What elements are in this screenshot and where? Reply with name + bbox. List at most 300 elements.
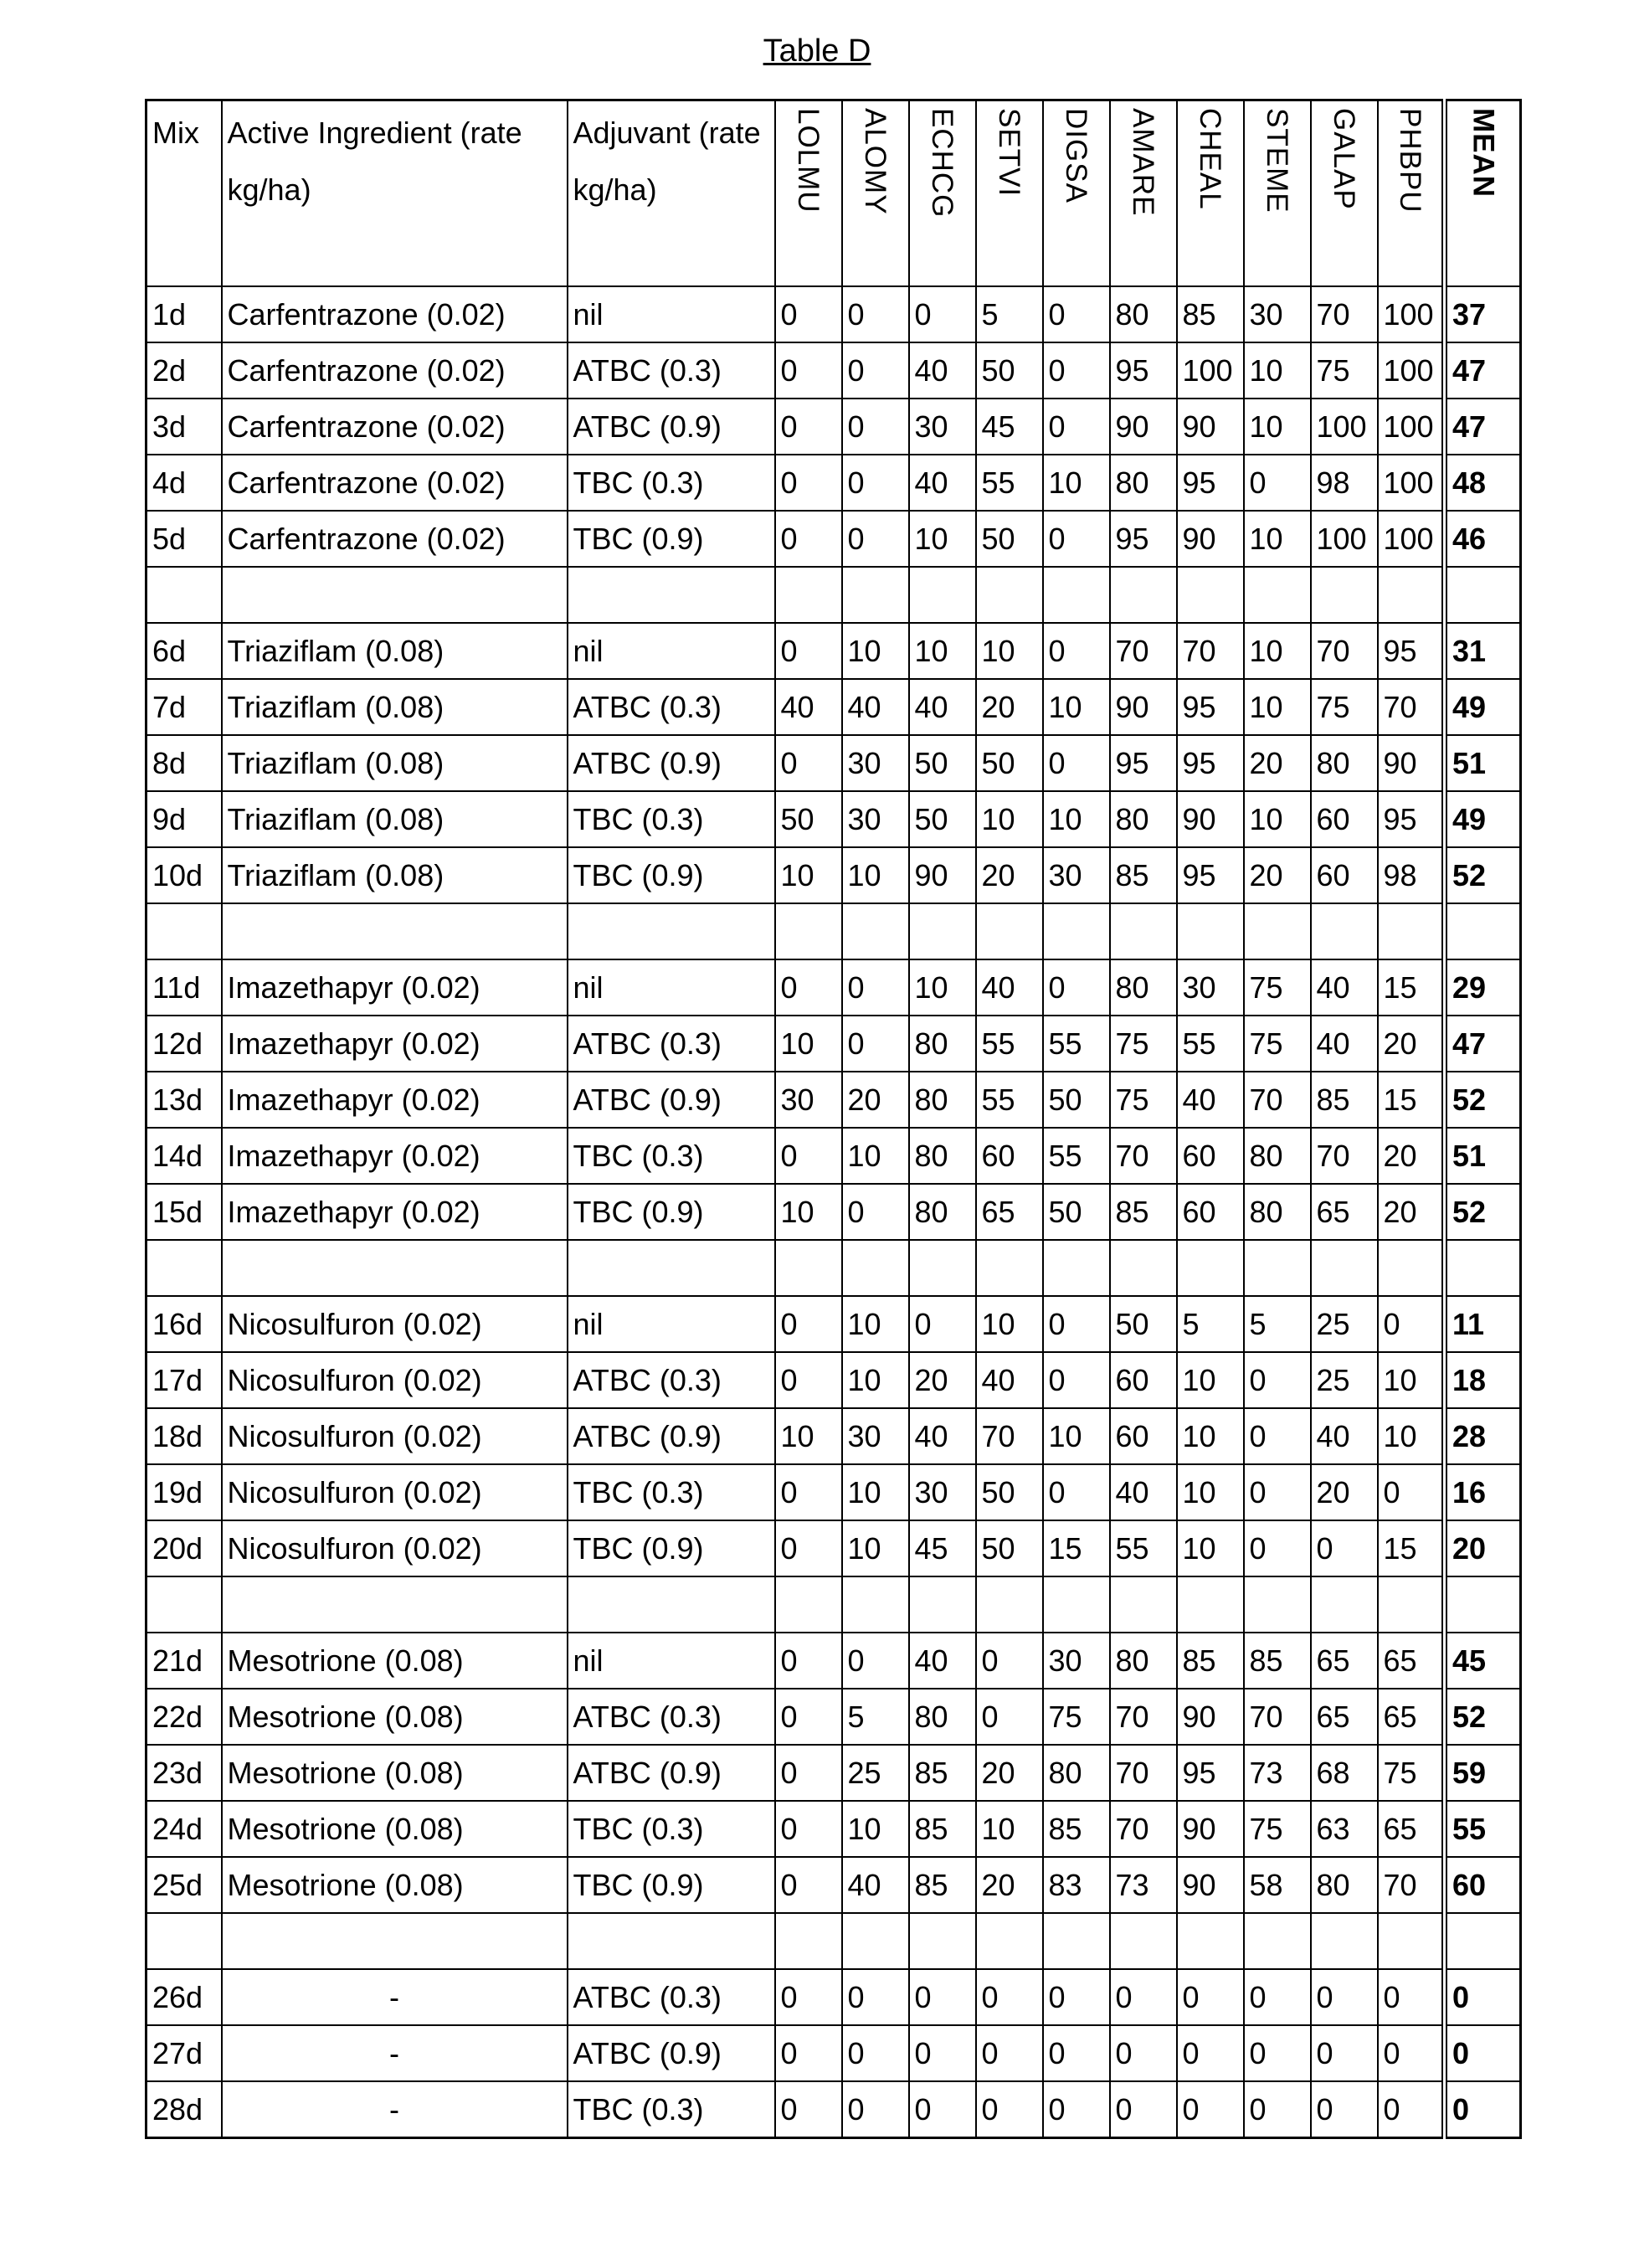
active-ingredient-cell: Imazethapyr (0.02) — [222, 1128, 568, 1184]
value-cell: 10 — [1043, 455, 1110, 511]
value-cell: 20 — [1311, 1464, 1378, 1520]
active-ingredient-cell: Imazethapyr (0.02) — [222, 1072, 568, 1128]
value-cell: 85 — [1311, 1072, 1378, 1128]
active-ingredient-cell: Nicosulfuron (0.02) — [222, 1464, 568, 1520]
adjuvant-cell: TBC (0.3) — [568, 1128, 775, 1184]
value-cell: 0 — [976, 1969, 1043, 2025]
empty-cell — [146, 1240, 222, 1296]
mix-cell: 26d — [146, 1969, 222, 2025]
value-cell: 85 — [1043, 1801, 1110, 1857]
value-cell: 0 — [775, 959, 842, 1016]
active-ingredient-cell: Triaziflam (0.08) — [222, 791, 568, 847]
value-cell: 0 — [1043, 2081, 1110, 2138]
value-cell: 40 — [775, 679, 842, 735]
active-ingredient-cell: Nicosulfuron (0.02) — [222, 1352, 568, 1408]
empty-cell — [1311, 1913, 1378, 1969]
value-cell: 10 — [1177, 1352, 1244, 1408]
value-cell: 0 — [1043, 342, 1110, 399]
mean-cell: 47 — [1445, 1016, 1521, 1072]
value-cell: 20 — [976, 1857, 1043, 1913]
empty-cell — [568, 903, 775, 959]
value-cell: 0 — [1311, 2081, 1378, 2138]
value-cell: 10 — [1244, 399, 1311, 455]
value-cell: 30 — [842, 1408, 909, 1464]
mix-cell: 3d — [146, 399, 222, 455]
value-cell: 55 — [1043, 1016, 1110, 1072]
value-cell: 50 — [976, 511, 1043, 567]
value-cell: 0 — [1244, 1464, 1311, 1520]
value-cell: 55 — [976, 455, 1043, 511]
empty-cell — [775, 903, 842, 959]
value-cell: 50 — [976, 1520, 1043, 1576]
value-cell: 90 — [909, 847, 976, 903]
value-cell: 70 — [1177, 623, 1244, 679]
value-cell: 30 — [1043, 1633, 1110, 1689]
value-cell: 85 — [1244, 1633, 1311, 1689]
empty-cell — [1043, 1576, 1110, 1633]
value-cell: 0 — [909, 2025, 976, 2081]
active-ingredient-cell: Imazethapyr (0.02) — [222, 1016, 568, 1072]
value-cell: 95 — [1177, 679, 1244, 735]
value-cell: 30 — [1043, 847, 1110, 903]
value-cell: 40 — [909, 342, 976, 399]
active-ingredient-cell: Carfentrazone (0.02) — [222, 286, 568, 342]
adjuvant-cell: ATBC (0.9) — [568, 1408, 775, 1464]
empty-cell — [146, 1913, 222, 1969]
mix-cell: 24d — [146, 1801, 222, 1857]
value-cell: 90 — [1177, 1801, 1244, 1857]
value-cell: 70 — [1110, 1128, 1177, 1184]
value-cell: 5 — [976, 286, 1043, 342]
mean-cell: 31 — [1445, 623, 1521, 679]
value-cell: 15 — [1378, 959, 1445, 1016]
active-ingredient-cell: - — [222, 2081, 568, 2138]
value-cell: 20 — [909, 1352, 976, 1408]
value-cell: 0 — [1177, 1969, 1244, 2025]
value-cell: 40 — [1311, 1016, 1378, 1072]
table-row — [146, 679, 1521, 735]
value-cell: 15 — [1378, 1520, 1445, 1576]
empty-cell — [222, 1576, 568, 1633]
value-cell: 0 — [1043, 1969, 1110, 2025]
empty-cell — [1043, 1240, 1110, 1296]
empty-cell — [842, 1240, 909, 1296]
value-cell: 0 — [775, 623, 842, 679]
table-row — [146, 2081, 1521, 2138]
value-cell: 10 — [976, 791, 1043, 847]
value-cell: 0 — [775, 2025, 842, 2081]
table-row — [146, 1520, 1521, 1576]
value-cell: 25 — [1311, 1296, 1378, 1352]
value-cell: 95 — [1177, 735, 1244, 791]
value-cell: 0 — [1043, 1464, 1110, 1520]
empty-cell — [1244, 903, 1311, 959]
value-cell: 20 — [976, 847, 1043, 903]
value-cell: 70 — [1311, 623, 1378, 679]
header-weed-label: STEME — [1262, 108, 1292, 213]
value-cell: 50 — [976, 342, 1043, 399]
table-row — [146, 2025, 1521, 2081]
value-cell: 10 — [1177, 1520, 1244, 1576]
mix-cell: 4d — [146, 455, 222, 511]
value-cell: 55 — [1110, 1520, 1177, 1576]
value-cell: 20 — [1378, 1184, 1445, 1240]
value-cell: 100 — [1177, 342, 1244, 399]
value-cell: 75 — [1244, 1801, 1311, 1857]
value-cell: 0 — [775, 342, 842, 399]
value-cell: 75 — [1244, 1016, 1311, 1072]
mean-cell: 52 — [1445, 1184, 1521, 1240]
mean-cell: 11 — [1445, 1296, 1521, 1352]
value-cell: 80 — [1244, 1184, 1311, 1240]
empty-cell — [1378, 1576, 1445, 1633]
mix-cell: 22d — [146, 1689, 222, 1745]
adjuvant-cell: nil — [568, 959, 775, 1016]
value-cell: 10 — [842, 1296, 909, 1352]
value-cell: 95 — [1110, 342, 1177, 399]
header-weed-amare — [1110, 100, 1177, 287]
mix-cell: 9d — [146, 791, 222, 847]
value-cell: 0 — [909, 1296, 976, 1352]
active-ingredient-cell: Mesotrione (0.08) — [222, 1857, 568, 1913]
empty-cell — [568, 1913, 775, 1969]
header-mean — [1445, 100, 1521, 287]
adjuvant-cell: TBC (0.9) — [568, 1857, 775, 1913]
value-cell: 0 — [1378, 2081, 1445, 2138]
mix-cell: 19d — [146, 1464, 222, 1520]
empty-cell — [1445, 903, 1521, 959]
adjuvant-cell: TBC (0.9) — [568, 1520, 775, 1576]
value-cell: 50 — [909, 791, 976, 847]
adjuvant-cell: ATBC (0.3) — [568, 342, 775, 399]
value-cell: 0 — [842, 455, 909, 511]
mix-cell: 6d — [146, 623, 222, 679]
value-cell: 55 — [1177, 1016, 1244, 1072]
mean-cell: 0 — [1445, 1969, 1521, 2025]
value-cell: 40 — [909, 455, 976, 511]
empty-cell — [1110, 1576, 1177, 1633]
value-cell: 80 — [909, 1689, 976, 1745]
mix-cell: 28d — [146, 2081, 222, 2138]
value-cell: 0 — [842, 399, 909, 455]
adjuvant-cell: TBC (0.3) — [568, 455, 775, 511]
empty-cell — [775, 1913, 842, 1969]
adjuvant-cell: nil — [568, 1633, 775, 1689]
empty-cell — [909, 1576, 976, 1633]
mean-cell: 46 — [1445, 511, 1521, 567]
table-row — [146, 399, 1521, 455]
spacer-row — [146, 1913, 1521, 1969]
table-caption: Table D — [0, 33, 1634, 69]
table-row — [146, 1016, 1521, 1072]
value-cell: 68 — [1311, 1745, 1378, 1801]
header-active-ingredient: Active Ingredient (rate kg/ha) — [222, 100, 568, 287]
value-cell: 10 — [1378, 1408, 1445, 1464]
value-cell: 75 — [1110, 1016, 1177, 1072]
adjuvant-cell: nil — [568, 623, 775, 679]
mean-cell: 47 — [1445, 342, 1521, 399]
value-cell: 0 — [1043, 399, 1110, 455]
empty-cell — [1110, 1240, 1177, 1296]
value-cell: 73 — [1244, 1745, 1311, 1801]
value-cell: 20 — [976, 1745, 1043, 1801]
value-cell: 75 — [1244, 959, 1311, 1016]
mix-cell: 16d — [146, 1296, 222, 1352]
value-cell: 80 — [909, 1128, 976, 1184]
mix-cell: 20d — [146, 1520, 222, 1576]
mix-cell: 14d — [146, 1128, 222, 1184]
mean-cell: 20 — [1445, 1520, 1521, 1576]
mix-cell: 18d — [146, 1408, 222, 1464]
value-cell: 30 — [842, 735, 909, 791]
adjuvant-cell: ATBC (0.9) — [568, 2025, 775, 2081]
value-cell: 70 — [1110, 1801, 1177, 1857]
value-cell: 30 — [1177, 959, 1244, 1016]
mean-cell: 47 — [1445, 399, 1521, 455]
empty-cell — [842, 1913, 909, 1969]
value-cell: 55 — [976, 1072, 1043, 1128]
value-cell: 0 — [909, 286, 976, 342]
value-cell: 10 — [775, 847, 842, 903]
value-cell: 40 — [842, 1857, 909, 1913]
empty-cell — [1311, 903, 1378, 959]
value-cell: 80 — [909, 1072, 976, 1128]
empty-cell — [775, 567, 842, 623]
value-cell: 10 — [1244, 623, 1311, 679]
value-cell: 0 — [1043, 1296, 1110, 1352]
value-cell: 20 — [976, 679, 1043, 735]
value-cell: 0 — [1244, 455, 1311, 511]
table-row — [146, 1128, 1521, 1184]
value-cell: 10 — [842, 1128, 909, 1184]
value-cell: 100 — [1378, 342, 1445, 399]
mix-cell: 25d — [146, 1857, 222, 1913]
empty-cell — [1378, 903, 1445, 959]
spacer-row — [146, 1240, 1521, 1296]
value-cell: 60 — [1311, 847, 1378, 903]
table-row — [146, 1689, 1521, 1745]
value-cell: 0 — [842, 1633, 909, 1689]
mean-cell: 29 — [1445, 959, 1521, 1016]
active-ingredient-cell: Mesotrione (0.08) — [222, 1689, 568, 1745]
value-cell: 75 — [1378, 1745, 1445, 1801]
empty-cell — [976, 903, 1043, 959]
value-cell: 95 — [1110, 735, 1177, 791]
value-cell: 75 — [1311, 342, 1378, 399]
value-cell: 40 — [909, 1408, 976, 1464]
value-cell: 0 — [775, 1296, 842, 1352]
mix-cell: 5d — [146, 511, 222, 567]
empty-cell — [568, 1240, 775, 1296]
empty-cell — [976, 567, 1043, 623]
value-cell: 85 — [1110, 847, 1177, 903]
value-cell: 40 — [909, 679, 976, 735]
empty-cell — [1043, 1913, 1110, 1969]
value-cell: 15 — [1043, 1520, 1110, 1576]
active-ingredient-cell: Carfentrazone (0.02) — [222, 455, 568, 511]
value-cell: 0 — [1110, 2081, 1177, 2138]
value-cell: 10 — [1244, 679, 1311, 735]
empty-cell — [1445, 1913, 1521, 1969]
spacer-row — [146, 1576, 1521, 1633]
mean-cell: 51 — [1445, 735, 1521, 791]
active-ingredient-cell: Mesotrione (0.08) — [222, 1745, 568, 1801]
table-row — [146, 791, 1521, 847]
value-cell: 90 — [1378, 735, 1445, 791]
value-cell: 10 — [842, 847, 909, 903]
active-ingredient-cell: Triaziflam (0.08) — [222, 847, 568, 903]
value-cell: 70 — [1244, 1072, 1311, 1128]
value-cell: 85 — [1177, 286, 1244, 342]
value-cell: 90 — [1110, 399, 1177, 455]
value-cell: 20 — [1378, 1128, 1445, 1184]
value-cell: 95 — [1177, 455, 1244, 511]
mean-cell: 59 — [1445, 1745, 1521, 1801]
empty-cell — [976, 1576, 1043, 1633]
value-cell: 60 — [1110, 1408, 1177, 1464]
value-cell: 10 — [842, 1801, 909, 1857]
value-cell: 0 — [1244, 2025, 1311, 2081]
active-ingredient-cell: Imazethapyr (0.02) — [222, 959, 568, 1016]
table-row — [146, 1745, 1521, 1801]
active-ingredient-cell: - — [222, 1969, 568, 2025]
header-weed-setvi — [976, 100, 1043, 287]
empty-cell — [1378, 567, 1445, 623]
mean-cell: 60 — [1445, 1857, 1521, 1913]
value-cell: 95 — [1177, 847, 1244, 903]
empty-cell — [1177, 1240, 1244, 1296]
empty-cell — [568, 567, 775, 623]
value-cell: 90 — [1177, 511, 1244, 567]
value-cell: 60 — [976, 1128, 1043, 1184]
value-cell: 0 — [775, 1464, 842, 1520]
active-ingredient-cell: Nicosulfuron (0.02) — [222, 1296, 568, 1352]
empty-cell — [775, 1576, 842, 1633]
value-cell: 10 — [842, 1520, 909, 1576]
empty-cell — [1378, 1240, 1445, 1296]
value-cell: 10 — [1244, 791, 1311, 847]
value-cell: 0 — [1110, 1969, 1177, 2025]
value-cell: 70 — [1311, 286, 1378, 342]
value-cell: 100 — [1378, 455, 1445, 511]
value-cell: 80 — [1043, 1745, 1110, 1801]
value-cell: 0 — [775, 399, 842, 455]
table-row — [146, 511, 1521, 567]
value-cell: 0 — [1244, 2081, 1311, 2138]
adjuvant-cell: ATBC (0.9) — [568, 1745, 775, 1801]
table-row — [146, 342, 1521, 399]
value-cell: 10 — [909, 623, 976, 679]
header-weed-label: SETVI — [994, 108, 1024, 197]
value-cell: 0 — [775, 1857, 842, 1913]
empty-cell — [842, 903, 909, 959]
adjuvant-cell: nil — [568, 1296, 775, 1352]
mean-cell: 37 — [1445, 286, 1521, 342]
header-weed-echcg — [909, 100, 976, 287]
value-cell: 45 — [909, 1520, 976, 1576]
value-cell: 100 — [1378, 511, 1445, 567]
value-cell: 100 — [1311, 399, 1378, 455]
value-cell: 70 — [1378, 679, 1445, 735]
value-cell: 65 — [1311, 1633, 1378, 1689]
mean-cell: 52 — [1445, 847, 1521, 903]
table-row — [146, 1801, 1521, 1857]
value-cell: 98 — [1311, 455, 1378, 511]
value-cell: 55 — [976, 1016, 1043, 1072]
header-weed-label: LOLMU — [794, 108, 823, 213]
value-cell: 10 — [976, 623, 1043, 679]
value-cell: 0 — [775, 2081, 842, 2138]
value-cell: 65 — [1378, 1689, 1445, 1745]
value-cell: 40 — [1110, 1464, 1177, 1520]
active-ingredient-cell: Mesotrione (0.08) — [222, 1801, 568, 1857]
table-row — [146, 623, 1521, 679]
empty-cell — [1110, 1913, 1177, 1969]
adjuvant-cell: TBC (0.3) — [568, 791, 775, 847]
value-cell: 75 — [1043, 1689, 1110, 1745]
value-cell: 10 — [842, 623, 909, 679]
value-cell: 40 — [1311, 959, 1378, 1016]
value-cell: 0 — [842, 2025, 909, 2081]
adjuvant-cell: TBC (0.9) — [568, 847, 775, 903]
value-cell: 10 — [1244, 342, 1311, 399]
value-cell: 65 — [1378, 1801, 1445, 1857]
value-cell: 0 — [1043, 511, 1110, 567]
value-cell: 30 — [775, 1072, 842, 1128]
value-cell: 0 — [1110, 2025, 1177, 2081]
value-cell: 60 — [1177, 1184, 1244, 1240]
adjuvant-cell: ATBC (0.3) — [568, 1689, 775, 1745]
value-cell: 0 — [1043, 1352, 1110, 1408]
header-weed-alomy — [842, 100, 909, 287]
value-cell: 15 — [1378, 1072, 1445, 1128]
data-table — [145, 99, 1522, 2139]
empty-cell — [1378, 1913, 1445, 1969]
value-cell: 80 — [1244, 1128, 1311, 1184]
value-cell: 75 — [1110, 1072, 1177, 1128]
table-container — [145, 99, 1522, 2139]
value-cell: 58 — [1244, 1857, 1311, 1913]
value-cell: 0 — [1043, 623, 1110, 679]
table-row — [146, 1184, 1521, 1240]
mix-cell: 17d — [146, 1352, 222, 1408]
empty-cell — [1110, 567, 1177, 623]
value-cell: 0 — [1378, 2025, 1445, 2081]
empty-cell — [909, 1913, 976, 1969]
value-cell: 0 — [775, 1520, 842, 1576]
table-row — [146, 959, 1521, 1016]
value-cell: 0 — [775, 511, 842, 567]
value-cell: 60 — [1311, 791, 1378, 847]
empty-cell — [146, 903, 222, 959]
value-cell: 0 — [775, 1128, 842, 1184]
empty-cell — [1311, 567, 1378, 623]
table-row — [146, 847, 1521, 903]
table-row — [146, 735, 1521, 791]
value-cell: 80 — [1311, 735, 1378, 791]
empty-cell — [909, 567, 976, 623]
value-cell: 73 — [1110, 1857, 1177, 1913]
value-cell: 70 — [1244, 1689, 1311, 1745]
adjuvant-cell: nil — [568, 286, 775, 342]
header-mix: Mix — [146, 100, 222, 287]
empty-cell — [146, 567, 222, 623]
empty-cell — [222, 1913, 568, 1969]
value-cell: 0 — [842, 959, 909, 1016]
mix-cell: 13d — [146, 1072, 222, 1128]
value-cell: 30 — [909, 399, 976, 455]
mix-cell: 15d — [146, 1184, 222, 1240]
